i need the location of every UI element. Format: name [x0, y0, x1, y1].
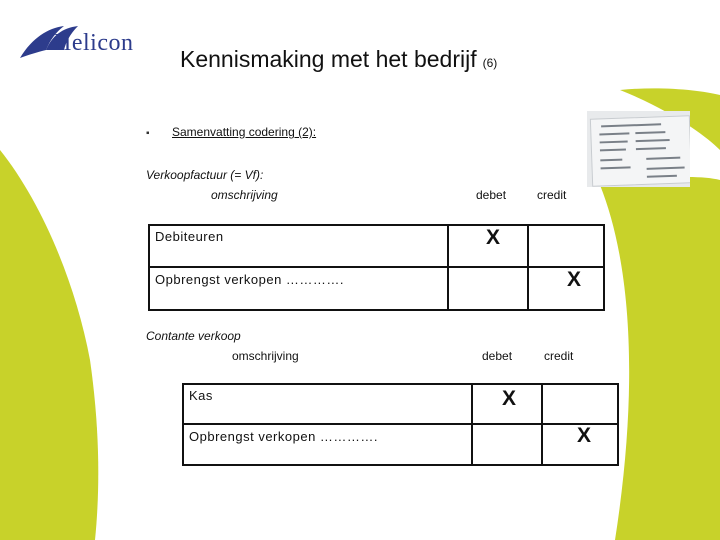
section1-column-debet: debet — [476, 188, 507, 202]
section1-row2-account: Opbrengst verkopen …………. — [149, 267, 448, 310]
section1-row2-debet-cell — [448, 267, 528, 310]
section2-row2-account: Opbrengst verkopen …………. — [183, 424, 472, 465]
page-title-main: Kennismaking met het bedrijf — [180, 46, 477, 72]
section2-column-desc: omschrijving — [232, 349, 299, 363]
section2-row2-debet-cell — [472, 424, 542, 465]
section1-row2-credit-mark: X — [567, 268, 582, 291]
section2-row1-debet-mark: X — [502, 387, 517, 410]
page-title — [180, 46, 497, 73]
section2-row2-credit-mark: X — [577, 424, 592, 447]
logo-wordmark: Helicon — [54, 30, 134, 56]
section1-row2-credit-cell — [528, 267, 604, 310]
subtitle: Samenvatting codering (2): — [172, 125, 317, 139]
table-row — [149, 267, 604, 310]
section2-table — [182, 383, 619, 466]
section1-row1-account: Debiteuren — [149, 225, 448, 267]
table-row — [183, 384, 618, 424]
section1-title: Verkoopfactuur (= Vf): — [146, 168, 264, 182]
table-row — [183, 424, 618, 465]
invoice-photo — [587, 111, 690, 187]
section2-row1-account: Kas — [183, 384, 472, 424]
section2-title: Contante verkoop — [146, 329, 241, 343]
page-title-number: (6) — [482, 56, 498, 70]
section2-column-credit: credit — [544, 349, 574, 363]
table-row — [149, 225, 604, 267]
bullet-marker: ▪ — [146, 128, 150, 139]
section2-column-debet: debet — [482, 349, 513, 363]
invoice-paper — [590, 115, 690, 186]
section2-row1-credit-cell — [542, 384, 618, 424]
section1-column-credit: credit — [537, 188, 567, 202]
section1-row1-debet-mark: X — [486, 226, 501, 249]
section1-column-desc: omschrijving — [211, 188, 278, 202]
section1-row1-credit-cell — [528, 225, 604, 267]
section1-table — [148, 224, 605, 311]
